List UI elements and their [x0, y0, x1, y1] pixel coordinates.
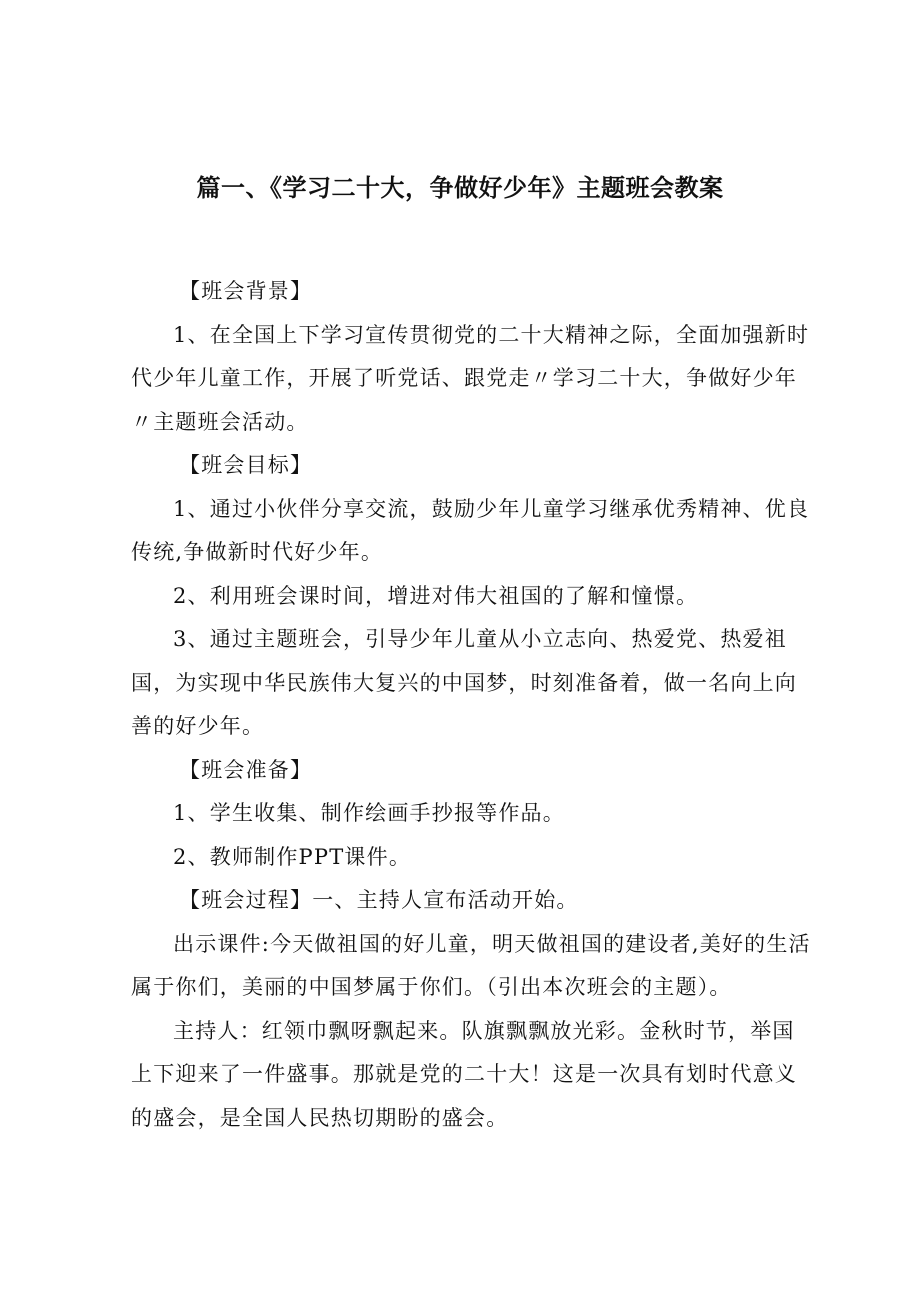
- section-heading-process: 【班会过程】一、主持人宣布活动开始。: [179, 888, 579, 912]
- section-heading-preparation: 【班会准备】: [179, 757, 313, 782]
- document-title: 篇一、《学习二十大，争做好少年》主题班会教案: [196, 174, 724, 202]
- paragraph-goal-1: 1、通过小伙伴分享交流，鼓励少年儿童学习继承优秀精神、优良传统,争做新时代好少年。: [131, 496, 810, 564]
- section-heading-goals: 【班会目标】: [179, 453, 313, 477]
- paragraph-prep-1: 1、学生收集、制作绘画手抄报等作品。: [173, 801, 565, 825]
- paragraph-prep-2: 2、教师制作PPT课件。: [173, 844, 412, 869]
- paragraph-background-1: 1、在全国上下学习宣传贯彻党的二十大精神之际，全面加强新时代少年儿童工作，开展了听党话、跟党走〃学习二十大，争做好少年〃主题班会活动。: [131, 322, 810, 434]
- paragraph-process-1: 出示课件:今天做祖国的好儿童，明天做祖国的建设者,美好的生活属于你们，美丽的中国梦属于你们。（引出本次班会的主题）。: [131, 931, 811, 999]
- paragraph-goal-3: 3、通过主题班会，引导少年儿童从小立志向、热爱党、热爱祖国，为实现中华民族伟大复兴的中国梦，时刻准备着，做一名向上向善的好少年。: [131, 627, 797, 738]
- paragraph-process-2: 主持人：红领巾飘呀飘起来。队旗飘飘放光彩。金秋时节，举国上下迎来了一件盛事。那就是党的二十大！这是一次具有划时代意义的盛会，是全国人民热切期盼的盛会。: [131, 1018, 797, 1130]
- section-heading-background: 【班会背景】: [179, 279, 313, 303]
- document-body: [131, 270, 811, 1140]
- paragraph-goal-2: 2、利用班会课时间，增进对伟大祖国的了解和憧憬。: [173, 583, 699, 608]
